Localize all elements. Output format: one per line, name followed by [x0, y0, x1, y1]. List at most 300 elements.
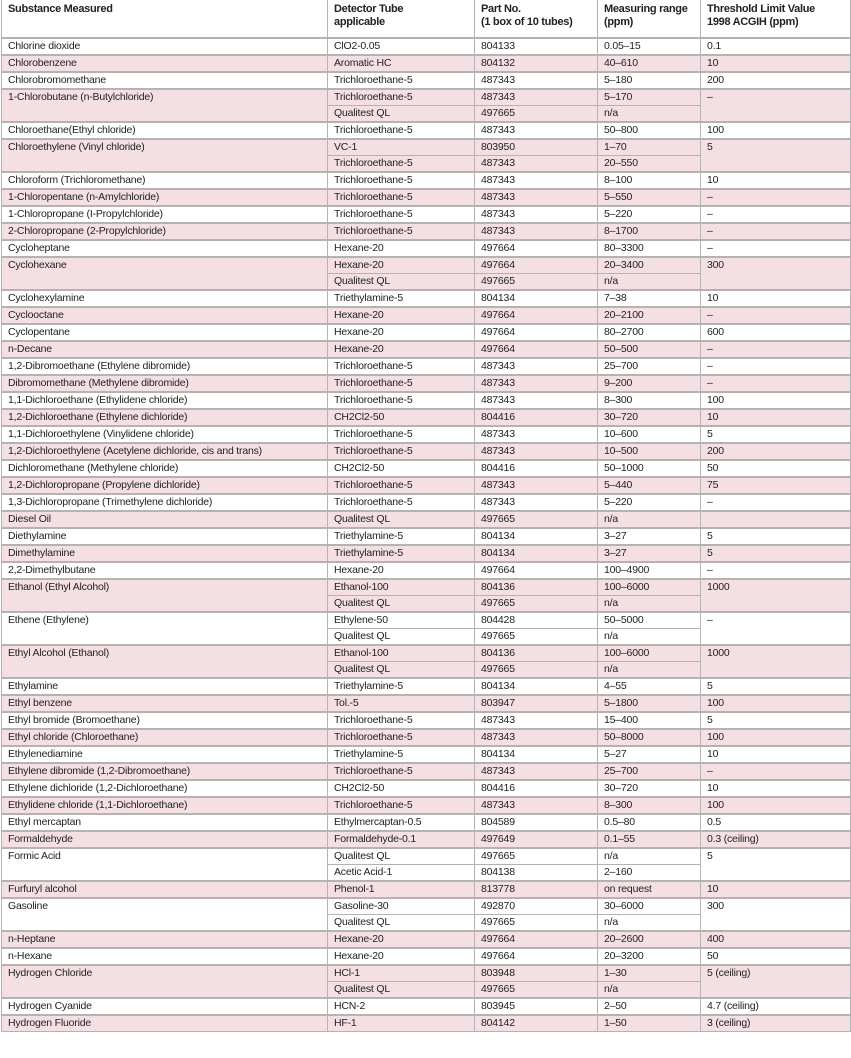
- cell-part-no: 487343: [475, 189, 598, 206]
- cell-detector-tube: HCN-2: [328, 998, 475, 1015]
- cell-detector-tube: CH2Cl2-50: [328, 409, 475, 426]
- cell-detector-tube: HF-1: [328, 1015, 475, 1032]
- cell-measuring-range: 50–8000: [598, 729, 701, 746]
- cell-substance: Ethanol (Ethyl Alcohol): [2, 579, 328, 612]
- cell-detector-tube: Triethylamine-5: [328, 746, 475, 763]
- cell-detector-tube: Qualitest QL: [328, 106, 475, 123]
- cell-substance: Dichloromethane (Methylene chloride): [2, 460, 328, 477]
- table-row: [2, 494, 851, 511]
- cell-part-no: 497665: [475, 274, 598, 291]
- cell-measuring-range: 5–27: [598, 746, 701, 763]
- cell-tlv: –: [701, 358, 851, 375]
- cell-part-no: 804134: [475, 545, 598, 562]
- cell-substance: Ethene (Ethylene): [2, 612, 328, 645]
- cell-tlv: 100: [701, 729, 851, 746]
- cell-part-no: 487343: [475, 172, 598, 189]
- cell-detector-tube: Trichloroethane-5: [328, 494, 475, 511]
- cell-detector-tube: Trichloroethane-5: [328, 358, 475, 375]
- cell-measuring-range: 5–220: [598, 206, 701, 223]
- cell-measuring-range: 50–5000: [598, 612, 701, 629]
- table-row: [2, 409, 851, 426]
- cell-substance: 1,3-Dichloropropane (Trimethylene dichloride): [2, 494, 328, 511]
- cell-substance: Ethylenediamine: [2, 746, 328, 763]
- cell-measuring-range: 5–220: [598, 494, 701, 511]
- cell-measuring-range: 25–700: [598, 358, 701, 375]
- cell-tlv: 50: [701, 460, 851, 477]
- cell-part-no: 804134: [475, 746, 598, 763]
- cell-detector-tube: Hexane-20: [328, 948, 475, 965]
- cell-detector-tube: Trichloroethane-5: [328, 443, 475, 460]
- cell-measuring-range: on request: [598, 881, 701, 898]
- cell-substance: 1,2-Dichloropropane (Propylene dichloride): [2, 477, 328, 494]
- cell-measuring-range: 1–50: [598, 1015, 701, 1032]
- cell-tlv: –: [701, 612, 851, 645]
- cell-detector-tube: Acetic Acid-1: [328, 865, 475, 882]
- table-body: [2, 38, 851, 1032]
- table-row: [2, 290, 851, 307]
- cell-tlv: 100: [701, 392, 851, 409]
- cell-detector-tube: Trichloroethane-5: [328, 712, 475, 729]
- cell-detector-tube: VC-1: [328, 139, 475, 156]
- cell-tlv: 5: [701, 139, 851, 172]
- cell-detector-tube: Tol.-5: [328, 695, 475, 712]
- cell-substance: Chloroethane(Ethyl chloride): [2, 122, 328, 139]
- cell-part-no: 803948: [475, 965, 598, 982]
- cell-detector-tube: Ethylmercaptan-0.5: [328, 814, 475, 831]
- cell-part-no: 804589: [475, 814, 598, 831]
- cell-substance: Ethylene dibromide (1,2-Dibromoethane): [2, 763, 328, 780]
- cell-measuring-range: 5–550: [598, 189, 701, 206]
- cell-substance: Hydrogen Cyanide: [2, 998, 328, 1015]
- cell-measuring-range: 40–610: [598, 55, 701, 72]
- cell-tlv: 5: [701, 712, 851, 729]
- table-row: [2, 948, 851, 965]
- cell-part-no: 487343: [475, 206, 598, 223]
- cell-substance: 1-Chloropentane (n-Amylchloride): [2, 189, 328, 206]
- header-detector-tube: Detector Tube applicable: [328, 0, 475, 38]
- cell-detector-tube: Qualitest QL: [328, 511, 475, 528]
- cell-part-no: 804134: [475, 528, 598, 545]
- table-row: [2, 460, 851, 477]
- cell-tlv: –: [701, 89, 851, 122]
- cell-measuring-range: 9–200: [598, 375, 701, 392]
- cell-part-no: 497665: [475, 982, 598, 999]
- cell-part-no: 497665: [475, 848, 598, 865]
- cell-detector-tube: Hexane-20: [328, 324, 475, 341]
- cell-substance: 1-Chloropropane (I-Propylchloride): [2, 206, 328, 223]
- cell-substance: Dibromomethane (Methylene dibromide): [2, 375, 328, 392]
- cell-detector-tube: Qualitest QL: [328, 274, 475, 291]
- cell-detector-tube: Formaldehyde-0.1: [328, 831, 475, 848]
- cell-measuring-range: 0.5–80: [598, 814, 701, 831]
- cell-measuring-range: 30–6000: [598, 898, 701, 915]
- cell-tlv: 300: [701, 898, 851, 931]
- cell-measuring-range: 20–2600: [598, 931, 701, 948]
- cell-detector-tube: Qualitest QL: [328, 629, 475, 646]
- cell-tlv: 5: [701, 528, 851, 545]
- cell-substance: Ethyl Alcohol (Ethanol): [2, 645, 328, 678]
- cell-measuring-range: 7–38: [598, 290, 701, 307]
- cell-measuring-range: 30–720: [598, 409, 701, 426]
- cell-tlv: 1000: [701, 645, 851, 678]
- cell-detector-tube: Phenol-1: [328, 881, 475, 898]
- table-row: [2, 375, 851, 392]
- cell-substance: Chloroform (Trichloromethane): [2, 172, 328, 189]
- cell-measuring-range: n/a: [598, 915, 701, 932]
- cell-detector-tube: Triethylamine-5: [328, 528, 475, 545]
- header-substance: Substance Measured: [2, 0, 328, 38]
- cell-tlv: 1000: [701, 579, 851, 612]
- cell-measuring-range: 5–180: [598, 72, 701, 89]
- cell-detector-tube: Trichloroethane-5: [328, 89, 475, 106]
- cell-detector-tube: Triethylamine-5: [328, 290, 475, 307]
- cell-part-no: 497664: [475, 931, 598, 948]
- cell-part-no: 803950: [475, 139, 598, 156]
- cell-substance: Chloroethylene (Vinyl chloride): [2, 139, 328, 172]
- table-row: [2, 695, 851, 712]
- cell-part-no: 487343: [475, 763, 598, 780]
- cell-tlv: 200: [701, 443, 851, 460]
- cell-detector-tube: ClO2-0.05: [328, 38, 475, 55]
- cell-part-no: 487343: [475, 712, 598, 729]
- table-row: [2, 1015, 851, 1032]
- cell-detector-tube: Gasoline-30: [328, 898, 475, 915]
- cell-tlv: 600: [701, 324, 851, 341]
- table-row: [2, 797, 851, 814]
- table-row: [2, 477, 851, 494]
- cell-detector-tube: Hexane-20: [328, 931, 475, 948]
- cell-detector-tube: Ethylene-50: [328, 612, 475, 629]
- cell-part-no: 813778: [475, 881, 598, 898]
- cell-part-no: 497664: [475, 307, 598, 324]
- cell-detector-tube: HCl-1: [328, 965, 475, 982]
- cell-part-no: 803945: [475, 998, 598, 1015]
- table-row: [2, 257, 851, 274]
- cell-substance: n-Decane: [2, 341, 328, 358]
- cell-tlv: 3 (ceiling): [701, 1015, 851, 1032]
- cell-tlv: 400: [701, 931, 851, 948]
- cell-measuring-range: 8–300: [598, 392, 701, 409]
- cell-measuring-range: n/a: [598, 662, 701, 679]
- cell-substance: 1,1-Dichloroethane (Ethylidene chloride): [2, 392, 328, 409]
- cell-substance: Cycloheptane: [2, 240, 328, 257]
- cell-detector-tube: Hexane-20: [328, 240, 475, 257]
- cell-detector-tube: Ethanol-100: [328, 579, 475, 596]
- cell-part-no: 487343: [475, 797, 598, 814]
- cell-part-no: 497665: [475, 106, 598, 123]
- cell-substance: Cyclohexane: [2, 257, 328, 290]
- cell-tlv: 10: [701, 746, 851, 763]
- cell-measuring-range: 10–600: [598, 426, 701, 443]
- cell-detector-tube: Trichloroethane-5: [328, 172, 475, 189]
- cell-tlv: –: [701, 189, 851, 206]
- table-row: [2, 831, 851, 848]
- cell-part-no: 804416: [475, 409, 598, 426]
- cell-measuring-range: 20–3400: [598, 257, 701, 274]
- cell-tlv: 0.3 (ceiling): [701, 831, 851, 848]
- detector-tube-table: [1, 0, 851, 1032]
- cell-tlv: 5: [701, 678, 851, 695]
- cell-tlv: 10: [701, 409, 851, 426]
- cell-tlv: 0.5: [701, 814, 851, 831]
- table-row: [2, 678, 851, 695]
- cell-measuring-range: 100–4900: [598, 562, 701, 579]
- cell-part-no: 804416: [475, 460, 598, 477]
- cell-part-no: 497665: [475, 662, 598, 679]
- cell-substance: Ethyl mercaptan: [2, 814, 328, 831]
- cell-substance: Furfuryl alcohol: [2, 881, 328, 898]
- cell-detector-tube: Hexane-20: [328, 562, 475, 579]
- table-row: [2, 579, 851, 596]
- cell-substance: 1,2-Dichloroethylene (Acetylene dichloride, cis and trans): [2, 443, 328, 460]
- cell-tlv: 10: [701, 172, 851, 189]
- cell-tlv: [701, 511, 851, 528]
- cell-substance: Ethyl bromide (Bromoethane): [2, 712, 328, 729]
- cell-detector-tube: Trichloroethane-5: [328, 375, 475, 392]
- cell-substance: 2-Chloropropane (2-Propylchloride): [2, 223, 328, 240]
- cell-substance: Chlorobenzene: [2, 55, 328, 72]
- table-row: [2, 392, 851, 409]
- cell-part-no: 804136: [475, 579, 598, 596]
- table-row: [2, 814, 851, 831]
- cell-detector-tube: Trichloroethane-5: [328, 426, 475, 443]
- table-row: [2, 931, 851, 948]
- cell-part-no: 497665: [475, 511, 598, 528]
- cell-detector-tube: Qualitest QL: [328, 596, 475, 613]
- cell-tlv: –: [701, 494, 851, 511]
- cell-detector-tube: Hexane-20: [328, 341, 475, 358]
- cell-part-no: 487343: [475, 375, 598, 392]
- cell-tlv: 0.1: [701, 38, 851, 55]
- cell-part-no: 487343: [475, 122, 598, 139]
- table-row: [2, 206, 851, 223]
- cell-part-no: 497665: [475, 915, 598, 932]
- cell-substance: n-Heptane: [2, 931, 328, 948]
- cell-detector-tube: Trichloroethane-5: [328, 477, 475, 494]
- cell-detector-tube: Trichloroethane-5: [328, 392, 475, 409]
- cell-detector-tube: Hexane-20: [328, 307, 475, 324]
- cell-substance: Chlorobromomethane: [2, 72, 328, 89]
- cell-substance: Ethylene dichloride (1,2-Dichloroethane): [2, 780, 328, 797]
- cell-tlv: –: [701, 375, 851, 392]
- cell-measuring-range: n/a: [598, 848, 701, 865]
- cell-part-no: 804134: [475, 290, 598, 307]
- cell-substance: Dimethylamine: [2, 545, 328, 562]
- cell-part-no: 804416: [475, 780, 598, 797]
- cell-substance: Ethyl chloride (Chloroethane): [2, 729, 328, 746]
- cell-part-no: 497664: [475, 562, 598, 579]
- header-part-no: Part No. (1 box of 10 tubes): [475, 0, 598, 38]
- cell-detector-tube: Trichloroethane-5: [328, 156, 475, 173]
- cell-part-no: 804133: [475, 38, 598, 55]
- table-row: [2, 240, 851, 257]
- cell-part-no: 487343: [475, 443, 598, 460]
- cell-substance: Hydrogen Chloride: [2, 965, 328, 998]
- table-row: [2, 172, 851, 189]
- cell-tlv: 10: [701, 290, 851, 307]
- cell-tlv: 5 (ceiling): [701, 965, 851, 998]
- table-row: [2, 341, 851, 358]
- cell-measuring-range: n/a: [598, 982, 701, 999]
- header-tlv: Threshold Limit Value 1998 ACGIH (ppm): [701, 0, 851, 38]
- cell-detector-tube: Trichloroethane-5: [328, 189, 475, 206]
- cell-tlv: –: [701, 562, 851, 579]
- cell-substance: Ethyl benzene: [2, 695, 328, 712]
- cell-measuring-range: 5–1800: [598, 695, 701, 712]
- cell-substance: Diesel Oil: [2, 511, 328, 528]
- table-row: [2, 898, 851, 915]
- cell-measuring-range: 50–500: [598, 341, 701, 358]
- cell-detector-tube: Aromatic HC: [328, 55, 475, 72]
- cell-substance: 2,2-Dimethylbutane: [2, 562, 328, 579]
- cell-part-no: 497664: [475, 257, 598, 274]
- cell-tlv: –: [701, 223, 851, 240]
- table-row: [2, 780, 851, 797]
- table-row: [2, 645, 851, 662]
- cell-measuring-range: 5–170: [598, 89, 701, 106]
- cell-part-no: 804138: [475, 865, 598, 882]
- cell-measuring-range: 25–700: [598, 763, 701, 780]
- cell-measuring-range: 2–50: [598, 998, 701, 1015]
- table-row: [2, 763, 851, 780]
- cell-part-no: 487343: [475, 494, 598, 511]
- cell-substance: 1-Chlorobutane (n-Butylchloride): [2, 89, 328, 122]
- cell-measuring-range: 8–1700: [598, 223, 701, 240]
- cell-measuring-range: 3–27: [598, 545, 701, 562]
- table-row: [2, 324, 851, 341]
- cell-tlv: –: [701, 307, 851, 324]
- table-row: [2, 122, 851, 139]
- cell-substance: Ethylamine: [2, 678, 328, 695]
- cell-measuring-range: 0.1–55: [598, 831, 701, 848]
- cell-part-no: 803947: [475, 695, 598, 712]
- cell-detector-tube: Trichloroethane-5: [328, 122, 475, 139]
- cell-tlv: –: [701, 763, 851, 780]
- table-row: [2, 89, 851, 106]
- cell-detector-tube: Trichloroethane-5: [328, 729, 475, 746]
- cell-measuring-range: 100–6000: [598, 645, 701, 662]
- cell-detector-tube: Qualitest QL: [328, 662, 475, 679]
- cell-measuring-range: 5–440: [598, 477, 701, 494]
- cell-substance: Cyclooctane: [2, 307, 328, 324]
- table-row: [2, 38, 851, 55]
- table-row: [2, 712, 851, 729]
- cell-detector-tube: Qualitest QL: [328, 848, 475, 865]
- table-row: [2, 746, 851, 763]
- table-row: [2, 528, 851, 545]
- cell-part-no: 492870: [475, 898, 598, 915]
- cell-measuring-range: 10–500: [598, 443, 701, 460]
- cell-measuring-range: 15–400: [598, 712, 701, 729]
- cell-substance: Diethylamine: [2, 528, 328, 545]
- cell-part-no: 497664: [475, 948, 598, 965]
- cell-measuring-range: 20–2100: [598, 307, 701, 324]
- cell-part-no: 804136: [475, 645, 598, 662]
- cell-tlv: 10: [701, 881, 851, 898]
- cell-measuring-range: 4–55: [598, 678, 701, 695]
- table-row: [2, 881, 851, 898]
- cell-detector-tube: Trichloroethane-5: [328, 763, 475, 780]
- table-row: [2, 998, 851, 1015]
- cell-measuring-range: 50–1000: [598, 460, 701, 477]
- table-row: [2, 72, 851, 89]
- cell-substance: 1,1-Dichloroethylene (Vinylidene chloride): [2, 426, 328, 443]
- cell-part-no: 804428: [475, 612, 598, 629]
- cell-tlv: 300: [701, 257, 851, 290]
- cell-tlv: 5: [701, 545, 851, 562]
- cell-measuring-range: 20–3200: [598, 948, 701, 965]
- cell-measuring-range: 80–3300: [598, 240, 701, 257]
- cell-measuring-range: 100–6000: [598, 579, 701, 596]
- cell-measuring-range: 8–300: [598, 797, 701, 814]
- table-row: [2, 139, 851, 156]
- cell-tlv: 75: [701, 477, 851, 494]
- table-row: [2, 729, 851, 746]
- cell-tlv: 10: [701, 55, 851, 72]
- cell-part-no: 497664: [475, 324, 598, 341]
- cell-tlv: 50: [701, 948, 851, 965]
- cell-tlv: –: [701, 206, 851, 223]
- table-row: [2, 426, 851, 443]
- cell-substance: 1,2-Dichloroethane (Ethylene dichloride): [2, 409, 328, 426]
- cell-substance: Cyclopentane: [2, 324, 328, 341]
- cell-substance: Gasoline: [2, 898, 328, 931]
- cell-detector-tube: Hexane-20: [328, 257, 475, 274]
- cell-detector-tube: Qualitest QL: [328, 915, 475, 932]
- cell-detector-tube: Trichloroethane-5: [328, 797, 475, 814]
- cell-part-no: 487343: [475, 477, 598, 494]
- cell-tlv: 4.7 (ceiling): [701, 998, 851, 1015]
- cell-measuring-range: 80–2700: [598, 324, 701, 341]
- cell-measuring-range: n/a: [598, 596, 701, 613]
- cell-measuring-range: 0.05–15: [598, 38, 701, 55]
- cell-part-no: 487343: [475, 72, 598, 89]
- cell-part-no: 487343: [475, 223, 598, 240]
- cell-part-no: 487343: [475, 156, 598, 173]
- cell-measuring-range: 30–720: [598, 780, 701, 797]
- cell-measuring-range: 1–30: [598, 965, 701, 982]
- cell-detector-tube: CH2Cl2-50: [328, 780, 475, 797]
- cell-detector-tube: Trichloroethane-5: [328, 223, 475, 240]
- cell-substance: Cyclohexylamine: [2, 290, 328, 307]
- cell-part-no: 487343: [475, 729, 598, 746]
- cell-measuring-range: 1–70: [598, 139, 701, 156]
- cell-tlv: 10: [701, 780, 851, 797]
- cell-measuring-range: 20–550: [598, 156, 701, 173]
- table-row: [2, 189, 851, 206]
- cell-measuring-range: n/a: [598, 511, 701, 528]
- cell-part-no: 487343: [475, 426, 598, 443]
- cell-part-no: 804134: [475, 678, 598, 695]
- cell-measuring-range: 8–100: [598, 172, 701, 189]
- cell-part-no: 497665: [475, 596, 598, 613]
- cell-part-no: 487343: [475, 358, 598, 375]
- cell-substance: Formic Acid: [2, 848, 328, 881]
- table-row: [2, 612, 851, 629]
- cell-measuring-range: 50–800: [598, 122, 701, 139]
- cell-detector-tube: Qualitest QL: [328, 982, 475, 999]
- cell-detector-tube: Triethylamine-5: [328, 678, 475, 695]
- table-row: [2, 545, 851, 562]
- table-header-row: [2, 0, 851, 38]
- cell-detector-tube: Trichloroethane-5: [328, 72, 475, 89]
- cell-substance: Formaldehyde: [2, 831, 328, 848]
- cell-tlv: –: [701, 341, 851, 358]
- cell-tlv: 100: [701, 122, 851, 139]
- cell-tlv: 100: [701, 797, 851, 814]
- cell-measuring-range: n/a: [598, 274, 701, 291]
- cell-substance: n-Hexane: [2, 948, 328, 965]
